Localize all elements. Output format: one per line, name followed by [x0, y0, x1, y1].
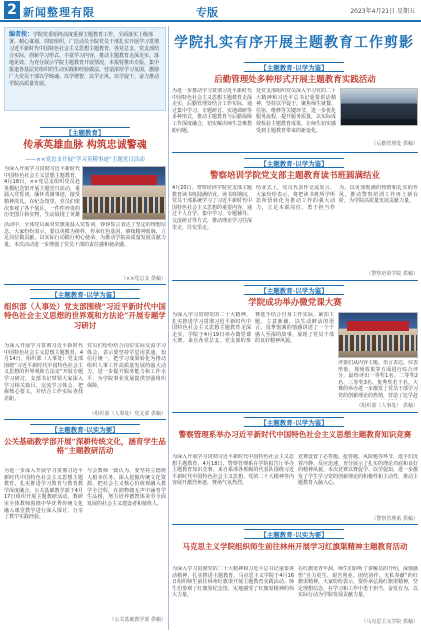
- photo-banner: [347, 321, 409, 331]
- article-tag: 【主题教育·以学为鉴】: [244, 62, 344, 72]
- editor-note-title: 编者按：: [9, 31, 34, 38]
- section-rule: [4, 284, 166, 285]
- article-body: 为进一步深入开展学习贯彻习近平新时代中国特色社会主义思想主题教育，扎实推进学习教育与教育教学深度融合，公关基础教学部于4月17日组织开展主题教研活动。教研室全体教师围绕中华优秀传统文化融入课堂教学进行深入探讨，分享了教学实践经验。: [4, 468, 83, 521]
- article-body: 评委们从内容主题、语言表达、仪表形象、现场效果等方面进行综合评分，最终评出一等奖1名、二等奖2名、三等奖3名、优秀奖若干名。大赛的举办进一步激发了党员干部学习党的创新理论的热情，营造了比学赶: [338, 360, 418, 399]
- editor-note-body: 学院党委始终高度重视主题教育工作，全面落实上级部署，精心谋划、周密组织，广泛动员全院党员干部扎实开展学习贯彻习近平新时代中国特色社会主义思想主题教育。各党总支、党支部结合实际，创新学习形式、丰富学习内容，推动主题教育走深走实、落地见效。为充分展示学院主题教育开展情况，本报特推出专版，集中报道各基层党组织的生动实践和经验做法，营造浓厚学习氛围，激励广大党员干部以学铸魂、以学增智、以学正风、以学促干，奋力推动学院高质量发展。: [9, 32, 160, 87]
- article-tag: 【主题教育·以学为鉴】: [30, 289, 140, 299]
- section-rule: [172, 152, 418, 153]
- article-byline: （××党总支 供稿）: [121, 276, 166, 282]
- article-body: 为深入学习贯彻党的二十大精神和习近平总书记重要讲话精神，扎实推进主题教育，马克思主义学院于4月16日组织师生前往林州红旗渠开展主题教育实践活动。师生们参观了红旗渠纪念馆，实地感受了红旗渠精神的伟大力量。: [172, 566, 294, 599]
- column-divider: [168, 26, 169, 630]
- article-headline: 后勤管理处多种形式开展主题教育实践活动: [214, 75, 376, 85]
- photo-shadow: [341, 119, 417, 125]
- issue-date: 2023年4月21日 星期五: [350, 8, 415, 15]
- article-body: 为深入学习贯彻党的二十大精神，扎实推进学习贯彻习近平新时代中国特色社会主义思想主题教育走深走实，学院于4月19日举办微党课大赛。来自各党总支、党支部的参赛选手结合自身工作实际，紧扣主题、立意新颖，以生动鲜活的语言、真挚饱满的情感讲述了一个个感人至深的故事，展现了党员干部的良好精神风貌。: [172, 312, 334, 345]
- photo-people: [339, 335, 417, 351]
- editor-note: [4, 27, 166, 111]
- article-body: 为深入开展学习贯彻习近平新时代中国特色社会主义思想主题教育，4月14日，组织部（人事处）党支部围绕“习近平新时代中国特色社会主义思想的世界观和方法论”开展专题学习研讨。支部书记带领大家深入学习相关篇目，交流学习体会，把握核心要义，并结合工作实际查找差距。: [4, 343, 83, 402]
- article-tag: 【主题教育】: [40, 127, 130, 137]
- section-name: 专版: [196, 6, 218, 19]
- section-rule: [4, 419, 166, 420]
- article-byline: （警察管理系 供稿）: [371, 516, 418, 522]
- article-body: 为深入开展学习贯彻习近平新时代中国特色社会主义思想主题教育，4月18日，××党总支组织党员赴英模纪念馆开展主题党日活动，重温入党誓词，缅怀英雄事迹，接受精神洗礼。在纪念馆里，党员们依次参观了各个展区，一件件珍贵的历史图片和实物，生动展现了英雄: [4, 166, 80, 218]
- article-body: 为深入开展学习贯彻习近平新时代中国特色社会主义思想主题教育，4月18日，警察管理系在学院报告厅举办主题教育知识竞赛。来自系部各班级的代表队围绕习近平新时代中国特色社会主义思想、党的二十大精神等内容展开激烈角逐，赛场气氛热烈。: [172, 454, 294, 487]
- article-photo: [82, 166, 166, 220]
- section-rule: [172, 412, 418, 413]
- article-byline: （组织部（人事处）党支部 供稿）: [89, 411, 166, 417]
- article-tag: 【主题教育·以学为鉴】: [244, 285, 344, 295]
- article-byline: （马克思主义学院 供稿）: [361, 619, 418, 625]
- article-headline: 组织部（人事处）党支部围绕“习近平新时代中国特色社会主义思想的世界观和方法论”开展专题学习研讨: [4, 302, 166, 330]
- article-byline: （警察培训学院 供稿）: [366, 271, 418, 277]
- article-headline: 警察管理系举办习近平新时代中国特色社会主义思想主题教育知识竞赛: [178, 430, 412, 439]
- article-byline: （后勤管理处 供稿）: [371, 141, 418, 147]
- article-subhead: ——××党总支开展“学习英模事迹”主题党日活动: [25, 157, 145, 163]
- article-headline: 马克思主义学院组织师生前往林州开展学习红旗渠精神主题教育活动: [182, 542, 408, 551]
- masthead: [0, 0, 421, 22]
- article-byline: （组织部（人事处） 供稿）: [356, 403, 418, 409]
- article-body: 为进一步推动学习贯彻习近平新时代中国特色社会主义思想主题教育走深走实，后勤管理处结合工作实际，通过集中学习、专题研讨、实地调研等多种形式，推动主题教育与后勤保障工作深度融合，切实解决师生急难愁盼问题。: [172, 88, 252, 134]
- article-headline: 公关基础教学部开展“深耕传统文化，涵育学生品格”主题教研活动: [4, 437, 166, 456]
- article-photo: [338, 312, 418, 358]
- article-byline: （公关基础教学部 供稿）: [109, 617, 166, 623]
- article-body: 竞赛设置了必答题、抢答题、风险题等环节，选手们沉着冷静、反应迅速，充分展示了扎实的理论功底和良好的精神风貌。本次竞赛以赛促学、以学促知，进一步激发了学生学习党的创新理论的积极性和主动性，推动主题教育入脑入心。: [298, 454, 418, 487]
- article-body: 与会教师一致认为，要坚持立德树人根本任务，深入挖掘传统文化资源，把社会主义核心价值观融入教学全过程，在润物细无声中涵育学生品格，努力培养德智体美劳全面发展的社会主义建设者和接班人。: [87, 468, 166, 507]
- article-body: 党员们纷纷结合岗位实际交流学习体会，表示要坚持学思用贯通、知信行统一，把学习成果转化为推动组织人事工作高质量发展的强大动力，进一步提升服务能力和工作水平，为学院事业发展提供坚强组织保障。: [87, 343, 166, 389]
- section-rule: [172, 280, 418, 281]
- article-tag: 【主题教育·以实为要】: [244, 529, 344, 539]
- article-tag: 【主题教育·以实为要】: [30, 424, 140, 434]
- page-number: 2: [4, 1, 20, 19]
- photo-people: [83, 197, 165, 213]
- article-photo: [340, 88, 418, 126]
- article-headline: 学院成功举办微党课大赛: [248, 298, 342, 308]
- paper-name: 新闻整理有限: [23, 6, 95, 19]
- article-body: 处党支部组织党员深入学习党的二十大精神和习近平总书记重要讲话精神，坚持以学促干，聚焦师生就餐、住宿、维修等关键环节，进一步优化服务流程，提升服务质量，以实际成效检验主题教育成果，让师生切实感受到主题教育带来的新变化。: [256, 88, 336, 134]
- article-body: 活动中，全体党员面对党旗重温入党誓词，铮铮誓言表达了坚定的理想信念。大家纷纷表示，要以英模为榜样，传承红色基因，赓续精神血脉，立足岗位做贡献，以实际行动践行初心使命，为推动学院高质量发展贡献力量。本次活动进一步增强了党员干部的责任感和使命感。: [4, 222, 166, 248]
- article-tag: 【主题教育·以学为鉴】: [244, 158, 344, 168]
- article-body: 结业式上，党员代表作交流发言，大家纷纷表示，将把读书班所学所思所悟转化为推动工作的强大动力，立足本职岗位，勇于担当作为，以更加饱满的热情和扎实的作风，推动警察培训工作再上新台阶，为学院高质量发展贡献力量。: [256, 185, 418, 211]
- page-title: 学院扎实有序开展主题教育工作剪影: [174, 35, 414, 51]
- article-tag: 【主题教育·以学为鉴】: [244, 417, 344, 427]
- section-rule: [172, 524, 418, 525]
- article-body: 4月20日，警察培训学院党支部主题教育读书班圆满结业。读书班期间，党员干部系统学习了习近平新时代中国特色社会主义思想的重要内容，通过个人自学、集中学习、专题辅导、交流研讨等方式，推动理论学习往深里走、往实里走。: [172, 185, 252, 231]
- article-headline: 传承英雄血脉 构筑忠诚警魂: [23, 140, 147, 151]
- photo-banner: [91, 175, 157, 185]
- article-body: 在红旗渠青年洞，师生们聆听了讲解员的介绍，深刻感悟“自力更生、艰苦创业、团结协作、无私奉献”的红旗渠精神。大家纷纷表示，要传承弘扬红旗渠精神，坚定理想信念，在学习和工作中勇于担当、奋发有为，以实际行动为学院发展贡献力量。: [298, 566, 418, 599]
- article-headline: 警察培训学院党支部主题教育读书班圆满结业: [209, 171, 380, 181]
